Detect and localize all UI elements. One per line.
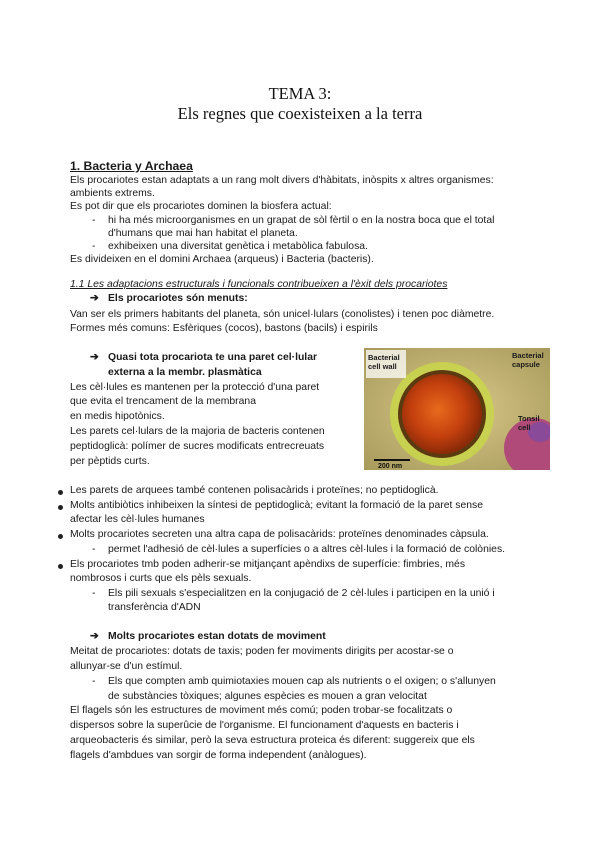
dash-marker: - xyxy=(92,241,96,252)
bullet-marker xyxy=(58,564,63,569)
bullet-item: nombrosos i curts que els pèls sexuals. xyxy=(70,573,252,584)
list-item: de substàncies tòxiques; algunes espècies es mouen a gran velocitat xyxy=(108,691,427,702)
point-heading: Quasi tota procariota te una paret cel·lular xyxy=(108,352,318,363)
bacteria-micrograph xyxy=(364,348,550,470)
bullet-item: Molts antibiòtics inhibeixen la síntesi de peptidoglicà; evitant la formació de la paret sense xyxy=(70,500,483,511)
section-heading: 1. Bacteria y Archaea xyxy=(70,159,193,173)
label-tonsil-1: Tonsil xyxy=(518,414,540,423)
dash-marker: - xyxy=(92,676,96,687)
list-item: Els pili sexuals s'especialitzen en la conjugació de 2 cèl·lules i participen en la unió i xyxy=(108,588,495,599)
list-item: exhibeixen una diversitat genètica i metabòlica fabulosa. xyxy=(108,241,368,252)
list-item: permet l'adhesió de cèl·lules a superfícies o a altres cèl·lules i la formació de colònies. xyxy=(108,544,506,555)
paragraph-line: El flagels són les estructures de moviment més comú; poden trobar-se focalitzats o xyxy=(70,705,453,716)
bullet-item: Els procariotes tmb poden adherir-se mitjançant apèndixs de superfície: fimbries, més xyxy=(70,559,466,570)
paragraph-line: ambients extrems. xyxy=(70,188,155,199)
label-cell-wall-2: cell wall xyxy=(368,362,397,371)
paragraph-line: Els procariotes estan adaptats a un rang molt divers d'hàbitats, inòspits x altres organismes: xyxy=(70,175,494,186)
list-item: d'humans que mai han habitat el planeta. xyxy=(108,228,298,239)
list-item: hi ha més microorganismes en un grapat de sòl fèrtil o en la nostra boca que el total xyxy=(108,215,495,226)
paragraph-line: dispersos sobre la superûcie de l'organisme. El funcionament d'aquests en bacteris i xyxy=(70,720,459,731)
label-tonsil-2: cell xyxy=(518,423,531,432)
paragraph-line: Les parets cel·lulars de la majoria de bacteris contenen xyxy=(70,426,325,437)
paragraph-line: Meitat de procariotes: dotats de taxis; poden fer moviments dirigits per acostar-se o xyxy=(70,646,454,657)
topic-number: TEMA 3: xyxy=(268,84,332,103)
paragraph-line: Es pot dir que els procariotes dominen la biosfera actual: xyxy=(70,201,332,212)
bullet-marker xyxy=(58,534,63,539)
label-capsule-2: capsule xyxy=(512,360,540,369)
arrow-icon: ➔ xyxy=(90,293,99,304)
bacterial-cell xyxy=(402,374,482,454)
paragraph-line: Es divideixen en el domini Archaea (arqueus) i Bacteria (bacteris). xyxy=(70,254,374,265)
arrow-icon: ➔ xyxy=(90,631,99,642)
subsection-heading: 1.1 Les adaptacions estructurals i funcionals contribueixen a l'èxit dels procariotes xyxy=(70,279,448,290)
dash-marker: - xyxy=(92,588,96,599)
paragraph-line: flagels d'ambdues van sorgir de forma independent (anàlogues). xyxy=(70,750,367,761)
paragraph-line: Les cèl·lules es mantenen per la protecció d'una paret xyxy=(70,382,320,393)
point-heading: externa a la membr. plasmàtica xyxy=(108,367,262,378)
paragraph-line: allunyar-se d'un estímul. xyxy=(70,661,183,672)
page-title: Els regnes que coexisteixen a la terra xyxy=(177,104,423,123)
paragraph-line: en medis hipotònics. xyxy=(70,411,165,422)
bullet-marker xyxy=(58,490,63,495)
point-heading: Els procariotes són menuts: xyxy=(108,293,248,304)
paragraph-line: per pèptids curts. xyxy=(70,456,150,467)
dash-marker: - xyxy=(92,544,96,555)
point-heading: Molts procariotes estan dotats de moviment xyxy=(108,631,326,642)
arrow-icon: ➔ xyxy=(90,352,99,363)
list-item: transferència d'ADN xyxy=(108,602,201,613)
bullet-marker xyxy=(58,505,63,510)
bullet-item: Molts procariotes secreten una altra capa de polisacàrids: proteïnes denominades càpsula. xyxy=(70,529,489,540)
paragraph-line: peptidoglicà: polímer de sucres modificats entrecreuats xyxy=(70,441,325,452)
paragraph-line: Van ser els primers habitants del planeta, són unicel·lulars (conolistes) i tenen poc diàmetre. xyxy=(70,309,495,320)
paragraph-line: Formes més comuns: Esfèriques (cocos), bastons (bacils) i espirils xyxy=(70,323,378,334)
list-item: Els que compten amb quimiotaxies mouen cap als nutrients o el oxigen; o s'allunyen xyxy=(108,676,496,687)
bullet-item: afectar les cèl·lules humanes xyxy=(70,514,205,525)
paragraph-line: arqueobacteris és similar, però la seva estructura proteica és diferent: suggereix que els xyxy=(70,735,475,746)
dash-marker: - xyxy=(92,215,96,226)
label-cell-wall-1: Bacterial xyxy=(368,353,400,362)
label-capsule-1: Bacterial xyxy=(512,351,544,360)
scale-label: 200 nm xyxy=(378,463,403,470)
bullet-item: Les parets de arquees també contenen polisacàrids i proteïnes; no peptidoglicà. xyxy=(70,485,439,496)
paragraph-line: que evita el trencament de la membrana xyxy=(70,396,256,407)
